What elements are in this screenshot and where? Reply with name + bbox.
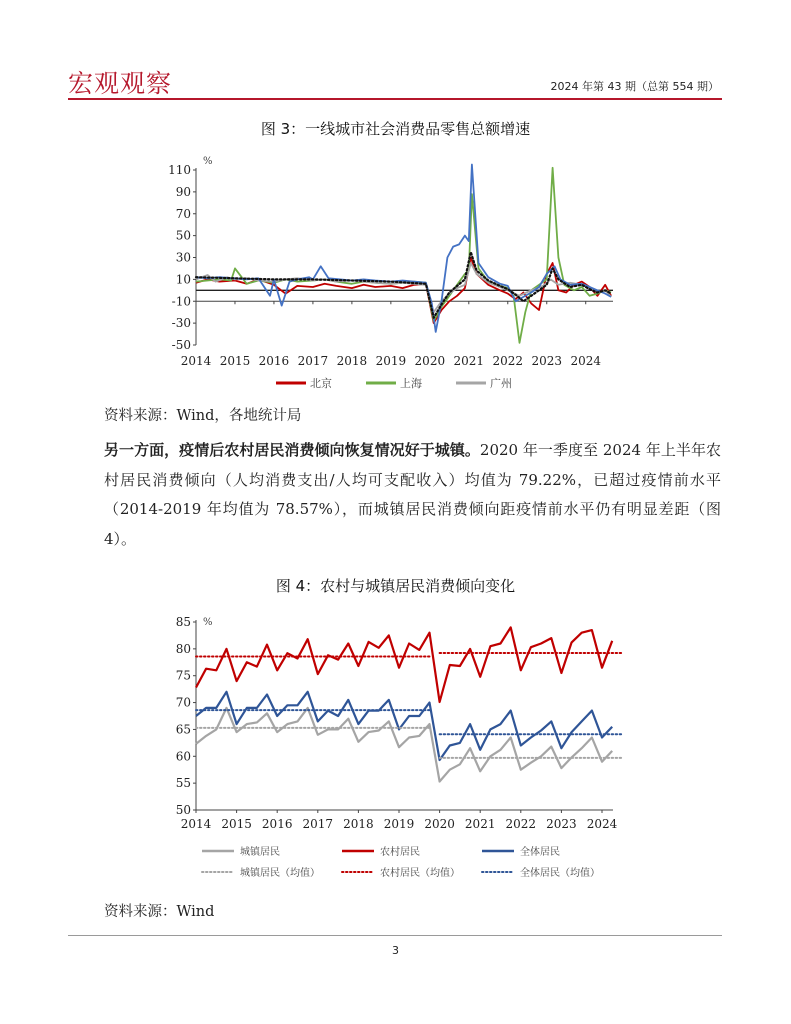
y-tick-label: 60 xyxy=(175,749,191,764)
x-tick-label: 2020 xyxy=(424,817,455,831)
x-tick-label: 2021 xyxy=(453,354,485,368)
body-paragraph xyxy=(104,436,721,554)
paragraph-body: 2020 年一季度至 2024 年上半年农村居民消费倾向（人均消费支出/人均可支配收入）均值为 79.22%，已超过疫情前水平（2014-2019 年均值为 78.57%），而城镇居民消费倾向距疫情前水平仍有明显差距（图 4）。 xyxy=(104,441,721,548)
figure3-title: 图 3：一线城市社会消费品零售总额增速 xyxy=(260,120,531,138)
x-tick-label: 2019 xyxy=(383,817,415,831)
x-tick-label: 2018 xyxy=(336,354,368,368)
y-tick-label: -50 xyxy=(171,338,191,352)
x-tick-label: 2017 xyxy=(302,817,334,831)
x-tick-label: 2018 xyxy=(343,817,374,831)
header-divider xyxy=(68,98,722,100)
chart2-legend-label: 城镇居民 xyxy=(240,847,280,858)
x-tick-label: 2014 xyxy=(180,817,212,831)
chart-consumption-propensity xyxy=(150,608,630,886)
chart2-legend-label: 农村居民 xyxy=(380,847,420,858)
chart2-series-line-0 xyxy=(196,708,612,782)
x-tick-label: 2016 xyxy=(261,817,293,831)
y-tick-label: -10 xyxy=(171,294,191,309)
chart2-series-line-2 xyxy=(196,692,612,760)
x-tick-label: 2019 xyxy=(375,354,407,368)
x-tick-label: 2015 xyxy=(221,817,252,831)
x-tick-label: 2024 xyxy=(586,817,618,831)
y-tick-label: 70 xyxy=(175,695,191,710)
paragraph-lead: 另一方面，疫情后农村居民消费倾向恢复情况好于城镇。 xyxy=(104,441,480,459)
x-tick-label: 2022 xyxy=(492,354,524,368)
chart-tier1-retail-sales-growth xyxy=(150,150,630,400)
footer-divider xyxy=(68,935,722,936)
y-tick-label: -30 xyxy=(171,316,191,331)
chart2-series-line-1 xyxy=(196,627,612,702)
chart2-legend-label: 全体居民 xyxy=(520,847,560,858)
y-tick-label: 75 xyxy=(175,668,191,683)
report-title: 宏观观察 xyxy=(68,69,173,98)
chart1-series-line-1 xyxy=(196,168,611,343)
chart2-legend-label: 全体居民（均值） xyxy=(520,868,600,879)
y-tick-label: 50 xyxy=(175,228,191,243)
figure4-title: 图 4：农村与城镇居民消费倾向变化 xyxy=(275,577,516,595)
y-tick-label: 110 xyxy=(168,163,191,177)
issue-number: 2024 年第 43 期（总第 554 期） xyxy=(550,80,719,93)
y-unit-label: % xyxy=(203,156,213,167)
x-tick-label: 2023 xyxy=(546,817,577,831)
y-tick-label: 10 xyxy=(175,272,191,287)
x-tick-label: 2017 xyxy=(297,354,329,368)
y-unit-label: % xyxy=(203,617,213,628)
chart1-legend-label: 上海 xyxy=(400,377,422,390)
x-tick-label: 2021 xyxy=(464,817,496,831)
y-tick-label: 80 xyxy=(175,641,191,656)
y-tick-label: 65 xyxy=(175,722,191,737)
y-tick-label: 90 xyxy=(175,184,191,199)
x-tick-label: 2024 xyxy=(570,354,601,368)
y-tick-label: 55 xyxy=(175,776,191,791)
chart1-legend-label: 广州 xyxy=(490,377,512,390)
x-tick-label: 2015 xyxy=(219,354,251,368)
chart2-legend-label: 城镇居民（均值） xyxy=(240,868,320,879)
y-tick-label: 30 xyxy=(175,250,191,265)
x-tick-label: 2022 xyxy=(505,817,537,831)
x-tick-label: 2020 xyxy=(414,354,446,368)
x-tick-label: 2014 xyxy=(180,354,212,368)
figure4-source: 资料来源：Wind xyxy=(104,904,215,920)
figure3-source: 资料来源：Wind，各地统计局 xyxy=(104,408,302,424)
x-tick-label: 2016 xyxy=(258,354,290,368)
y-tick-label: 85 xyxy=(175,615,191,629)
y-tick-label: 70 xyxy=(175,206,191,221)
chart2-legend-label: 农村居民（均值） xyxy=(380,868,460,879)
chart1-series-line-4 xyxy=(196,252,611,318)
page-number: 3 xyxy=(392,944,399,957)
chart1-legend-label: 北京 xyxy=(310,377,332,390)
y-tick-label: 50 xyxy=(175,803,191,817)
x-tick-label: 2023 xyxy=(531,354,563,368)
